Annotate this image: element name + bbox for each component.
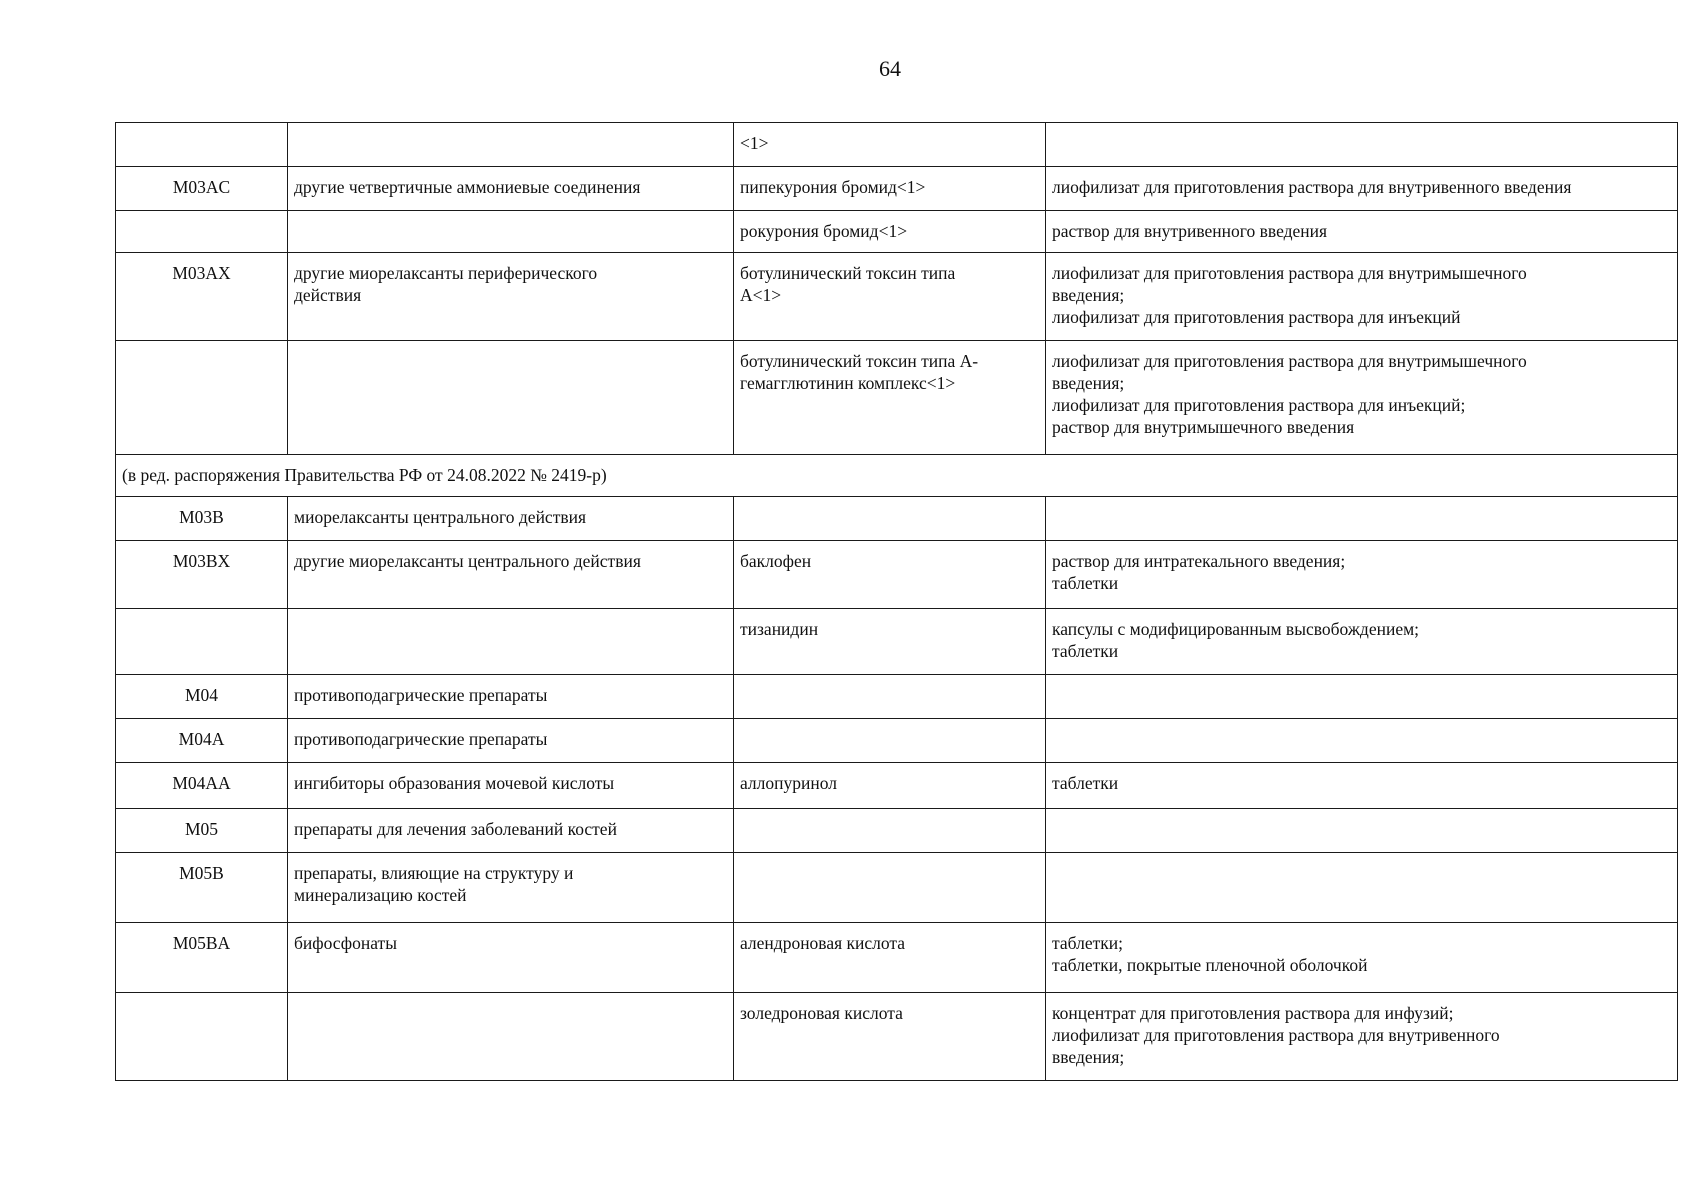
dosage-form-cell xyxy=(1046,497,1678,541)
drug-name-cell: ботулинический токсин типа A<1> xyxy=(734,253,1046,341)
amendment-note-row xyxy=(116,455,1678,497)
atc-code-cell xyxy=(116,341,288,455)
drug-name-cell: баклофен xyxy=(734,541,1046,609)
dosage-form-cell xyxy=(1046,809,1678,853)
pharmacological-group-cell: препараты, влияющие на структуру и минерализацию костей xyxy=(288,853,734,923)
pharmacological-group-cell: миорелаксанты центрального действия xyxy=(288,497,734,541)
table-row xyxy=(116,719,1678,763)
atc-code-cell: M04 xyxy=(116,675,288,719)
atc-code-cell xyxy=(116,211,288,253)
dosage-form-cell: раствор для интратекального введения; таблетки xyxy=(1046,541,1678,609)
dosage-form-cell: лиофилизат для приготовления раствора для внутривенного введения xyxy=(1046,167,1678,211)
atc-code-cell: M05BA xyxy=(116,923,288,993)
dosage-form-cell: капсулы с модифицированным высвобождением; таблетки xyxy=(1046,609,1678,675)
dosage-form-cell: лиофилизат для приготовления раствора для внутримышечного введения; лиофилизат для приготовления раствора для инъекций xyxy=(1046,253,1678,341)
dosage-form-cell xyxy=(1046,123,1678,167)
drug-name-cell: аллопуринол xyxy=(734,763,1046,809)
dosage-form-cell xyxy=(1046,719,1678,763)
pharmacological-group-cell: другие четвертичные аммониевые соединения xyxy=(288,167,734,211)
atc-code-cell: M03B xyxy=(116,497,288,541)
table-row xyxy=(116,993,1678,1081)
table-row xyxy=(116,809,1678,853)
dosage-form-cell: концентрат для приготовления раствора для инфузий; лиофилизат для приготовления раствора для внутривенного введения; xyxy=(1046,993,1678,1081)
table-row xyxy=(116,541,1678,609)
dosage-form-cell: лиофилизат для приготовления раствора для внутримышечного введения; лиофилизат для приготовления раствора для инъекций; раствор для внутримышечного введения xyxy=(1046,341,1678,455)
drug-table xyxy=(115,122,1678,1081)
table-row xyxy=(116,123,1678,167)
drug-name-cell xyxy=(734,497,1046,541)
drug-name-cell xyxy=(734,675,1046,719)
pharmacological-group-cell: противоподагрические препараты xyxy=(288,719,734,763)
atc-code-cell: M05 xyxy=(116,809,288,853)
pharmacological-group-cell: бифосфонаты xyxy=(288,923,734,993)
pharmacological-group-cell: другие миорелаксанты периферического действия xyxy=(288,253,734,341)
dosage-form-cell xyxy=(1046,853,1678,923)
drug-name-cell xyxy=(734,719,1046,763)
drug-name-cell xyxy=(734,809,1046,853)
pharmacological-group-cell: противоподагрические препараты xyxy=(288,675,734,719)
table-row xyxy=(116,853,1678,923)
atc-code-cell xyxy=(116,609,288,675)
pharmacological-group-cell xyxy=(288,211,734,253)
table-row xyxy=(116,923,1678,993)
table-row xyxy=(116,497,1678,541)
dosage-form-cell xyxy=(1046,675,1678,719)
amendment-note: (в ред. распоряжения Правительства РФ от 24.08.2022 № 2419-р) xyxy=(116,455,1678,497)
pharmacological-group-cell: ингибиторы образования мочевой кислоты xyxy=(288,763,734,809)
drug-name-cell: <1> xyxy=(734,123,1046,167)
atc-code-cell: M04AA xyxy=(116,763,288,809)
atc-code-cell xyxy=(116,993,288,1081)
drug-name-cell xyxy=(734,853,1046,923)
drug-name-cell: золедроновая кислота xyxy=(734,993,1046,1081)
atc-code-cell: M05B xyxy=(116,853,288,923)
drug-name-cell: пипекурония бромид<1> xyxy=(734,167,1046,211)
pharmacological-group-cell: препараты для лечения заболеваний костей xyxy=(288,809,734,853)
table-row xyxy=(116,609,1678,675)
table-row xyxy=(116,341,1678,455)
drug-name-cell: рокурония бромид<1> xyxy=(734,211,1046,253)
atc-code-cell: M03AX xyxy=(116,253,288,341)
table-row xyxy=(116,253,1678,341)
pharmacological-group-cell xyxy=(288,341,734,455)
table-row xyxy=(116,675,1678,719)
drug-name-cell: тизанидин xyxy=(734,609,1046,675)
atc-code-cell xyxy=(116,123,288,167)
drug-name-cell: алендроновая кислота xyxy=(734,923,1046,993)
atc-code-cell: M03BX xyxy=(116,541,288,609)
dosage-form-cell: таблетки xyxy=(1046,763,1678,809)
atc-code-cell: M03AC xyxy=(116,167,288,211)
page-number: 64 xyxy=(879,56,901,81)
pharmacological-group-cell: другие миорелаксанты центрального действия xyxy=(288,541,734,609)
dosage-form-cell: таблетки; таблетки, покрытые пленочной оболочкой xyxy=(1046,923,1678,993)
pharmacological-group-cell xyxy=(288,609,734,675)
pharmacological-group-cell xyxy=(288,123,734,167)
drug-name-cell: ботулинический токсин типа A- гемагглютинин комплекс<1> xyxy=(734,341,1046,455)
pharmacological-group-cell xyxy=(288,993,734,1081)
atc-code-cell: M04A xyxy=(116,719,288,763)
table-row xyxy=(116,211,1678,253)
table-row xyxy=(116,167,1678,211)
dosage-form-cell: раствор для внутривенного введения xyxy=(1046,211,1678,253)
table-row xyxy=(116,763,1678,809)
